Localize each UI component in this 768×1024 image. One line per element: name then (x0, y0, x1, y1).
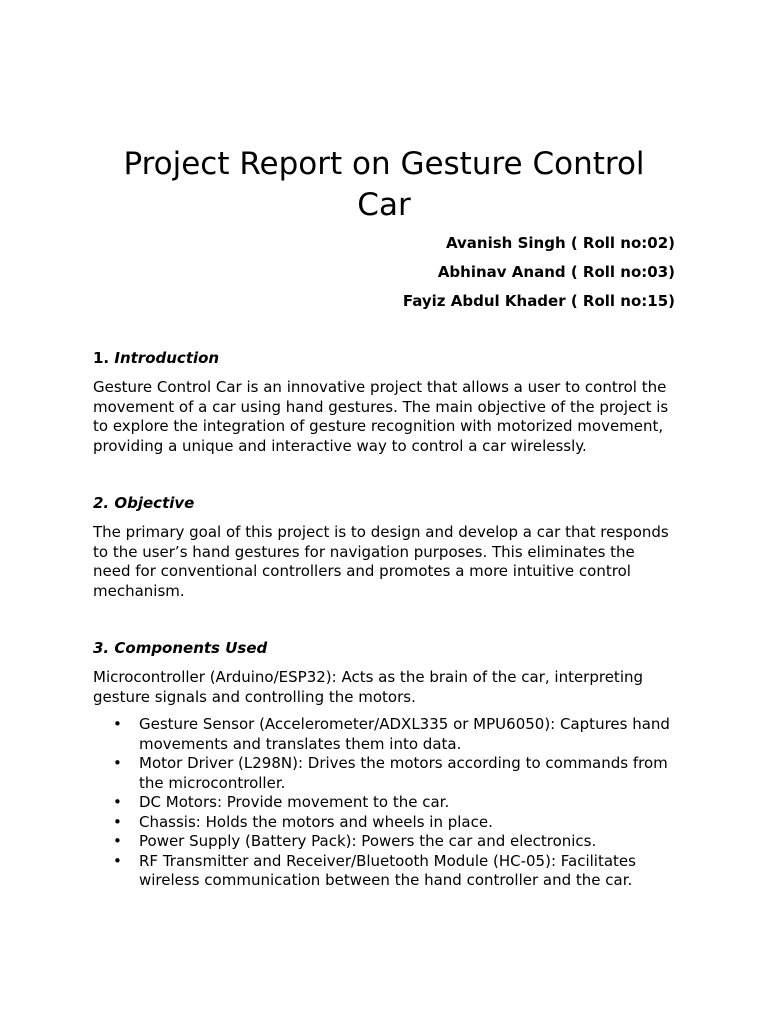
section-title: Introduction (114, 349, 220, 367)
list-item-text: Gesture Sensor (Accelerometer/ADXL335 or MPU6050): Captures hand movements and translates them into data. (139, 715, 670, 753)
list-item-text: DC Motors: Provide movement to the car. (139, 793, 450, 811)
section-body-introduction: Gesture Control Car is an innovative project that allows a user to control the movement of a car using hand gestures. The main objective of the project is to explore the integration of gesture recognition with motorized movement, providing a unique and interactive way to control a car wirelessly. (93, 378, 669, 455)
author-line: Fayiz Abdul Khader ( Roll no:15) (402, 292, 675, 310)
section-title: Objective (114, 494, 195, 512)
section-heading-introduction (93, 349, 675, 368)
section-body-components: Microcontroller (Arduino/ESP32): Acts as the brain of the car, interpreting gesture signals and controlling the motors. (93, 668, 644, 706)
list-item-text: Chassis: Holds the motors and wheels in place. (139, 812, 493, 831)
bullet-icon: • (113, 832, 122, 850)
section-title: Components Used (114, 639, 268, 657)
bullet-icon: • (113, 754, 122, 772)
list-item-text: Motor Driver (L298N): Drives the motors according to commands from the microcontroller. (139, 754, 668, 792)
section-heading-components (93, 639, 675, 658)
list-item-text: RF Transmitter and Receiver/Bluetooth Module (HC-05): Facilitates wireless communication between the hand controller and the car. (139, 851, 636, 889)
author-line: Avanish Singh ( Roll no:02) (445, 234, 675, 252)
list-item (93, 813, 675, 833)
section-heading-objective (93, 494, 675, 513)
list-item (93, 793, 675, 813)
author-list (93, 234, 675, 311)
document-page (93, 140, 675, 891)
author-line: Abhinav Anand ( Roll no:03) (437, 263, 675, 281)
list-item (93, 832, 675, 852)
bullet-icon: • (113, 715, 122, 733)
bullet-icon: • (113, 793, 122, 811)
bullet-icon: • (113, 851, 122, 870)
section-body-objective: The primary goal of this project is to design and develop a car that responds to the user’s hand gestures for navigation purposes. This eliminates the need for conventional controllers and promotes a more intuitive control mechanism. (93, 523, 669, 600)
list-item (93, 754, 675, 793)
section-number: 3. (93, 639, 110, 657)
list-item (93, 852, 675, 891)
list-item (93, 715, 675, 754)
list-item-text: Power Supply (Battery Pack): Powers the car and electronics. (139, 832, 597, 850)
bullet-icon: • (113, 812, 122, 831)
document-title: Project Report on Gesture Control Car (123, 146, 645, 223)
components-list (93, 715, 675, 891)
section-number: 2. (93, 494, 110, 512)
section-number: 1. (93, 349, 110, 367)
